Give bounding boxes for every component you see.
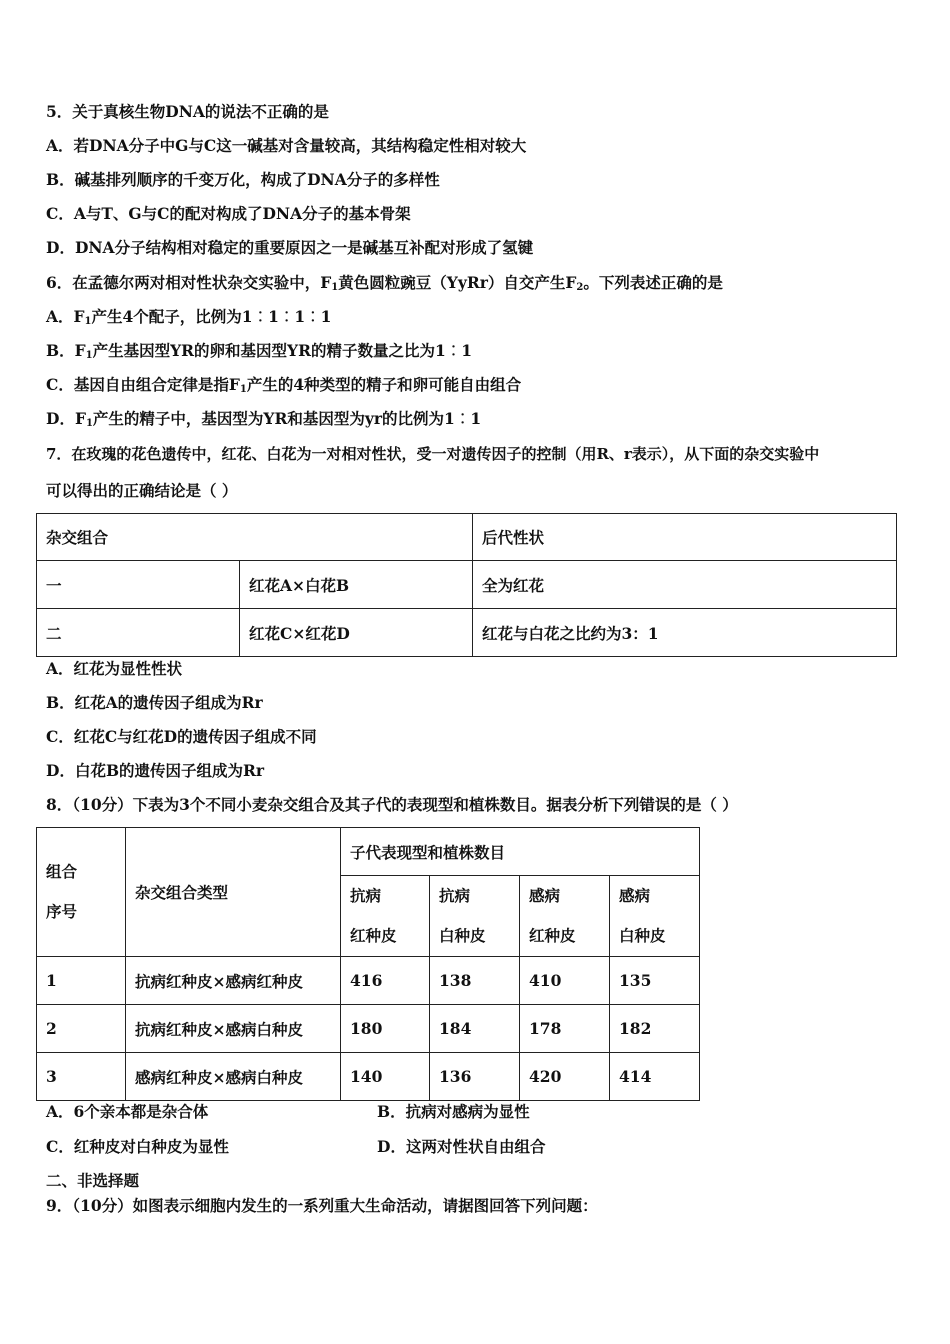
q5-option-d: D．DNA分子结构相对稳定的重要原因之一是碱基互补配对形成了氢键 (46, 238, 534, 257)
table-row (37, 1053, 700, 1101)
q6-option-a: A．$F_1$产生4个配子，比例为1︰1︰1︰1 (46, 307, 332, 327)
q8-option-d: D．这两对性状自由组合 (377, 1137, 546, 1156)
q5-option-a: A．若DNA分子中G与C这一碱基对含量较高，其结构稳定性相对较大 (46, 136, 527, 155)
q8-cell-value: 416 (341, 957, 430, 1005)
q8-cell-type: 抗病红种皮×感病白种皮 (126, 1005, 341, 1053)
q5-option-b: B．碱基排列顺序的千变万化，构成了DNA分子的多样性 (46, 170, 440, 189)
q7-table (36, 513, 897, 657)
q8-stem: 8．（10分）下表为3个不同小麦杂交组合及其子代的表现型和植株数目。据表分析下列错误的是（ ） (46, 795, 738, 814)
q7-cell-group: 一 (37, 561, 240, 609)
q8-subheader: 感病 红种皮 (520, 876, 610, 957)
table-row (37, 609, 897, 657)
q8-subheader: 感病 白种皮 (610, 876, 700, 957)
q7-header-offspring: 后代性状 (473, 514, 897, 561)
q5-stem: 5．关于真核生物DNA的说法不正确的是 (46, 102, 329, 121)
q8-header-group: 组合 序号 (37, 828, 126, 957)
q7-cell-cross: 红花C×红花D (240, 609, 473, 657)
q8-cell-value: 182 (610, 1005, 700, 1053)
q8-cell-value: 140 (341, 1053, 430, 1101)
q8-cell-type: 抗病红种皮×感病红种皮 (126, 957, 341, 1005)
q8-header-offspring: 子代表现型和植株数目 (341, 828, 700, 876)
q8-cell-id: 2 (37, 1005, 126, 1053)
q8-cell-value: 136 (430, 1053, 520, 1101)
q8-cell-value: 420 (520, 1053, 610, 1101)
q8-cell-type: 感病红种皮×感病白种皮 (126, 1053, 341, 1101)
q8-subheader: 抗病 红种皮 (341, 876, 430, 957)
q8-cell-value: 135 (610, 957, 700, 1005)
q8-cell-id: 3 (37, 1053, 126, 1101)
q8-cell-value: 178 (520, 1005, 610, 1053)
q8-cell-value: 138 (430, 957, 520, 1005)
q7-option-b: B．红花A的遗传因子组成为Rr (46, 693, 263, 712)
q8-cell-id: 1 (37, 957, 126, 1005)
q5-option-c: C．A与T、G与C的配对构成了DNA分子的基本骨架 (46, 204, 411, 223)
q6-option-b: B．$F_1$产生基因型YR的卵和基因型YR的精子数量之比为1︰1 (46, 341, 473, 361)
table-row (37, 561, 897, 609)
table-row (37, 1005, 700, 1053)
q8-option-c: C．红种皮对白种皮为显性 (46, 1137, 229, 1156)
q6-stem: 6．在孟德尔两对相对性状杂交实验中，$F_1$黄色圆粒豌豆（YyRr）自交产生$F_2$。下列表述正确的是 (46, 273, 723, 293)
q9-stem: 9．（10分）如图表示细胞内发生的一系列重大生命活动，请据图回答下列问题： (46, 1196, 598, 1215)
q7-option-c: C．红花C与红花D的遗传因子组成不同 (46, 727, 317, 746)
q6-option-d: D．$F_1$产生的精子中，基因型为YR和基因型为yr的比例为1︰1 (46, 409, 482, 429)
q7-cell-offspring: 红花与白花之比约为3：1 (473, 609, 897, 657)
section-heading: 二、非选择题 (46, 1171, 140, 1190)
q8-cell-value: 410 (520, 957, 610, 1005)
q8-option-a: A．6个亲本都是杂合体 (46, 1102, 209, 1121)
q8-option-b: B．抗病对感病为显性 (377, 1102, 530, 1121)
q8-cell-value: 414 (610, 1053, 700, 1101)
q8-header-type: 杂交组合类型 (126, 828, 341, 957)
q8-cell-value: 180 (341, 1005, 430, 1053)
q7-cell-cross: 红花A×白花B (240, 561, 473, 609)
q8-subheader: 抗病 白种皮 (430, 876, 520, 957)
q6-option-c: C．基因自由组合定律是指$F_1$产生的4种类型的精子和卵可能自由组合 (46, 375, 522, 395)
q7-option-d: D．白花B的遗传因子组成为Rr (46, 761, 265, 780)
q7-header-cross: 杂交组合 (37, 514, 473, 561)
q8-cell-value: 184 (430, 1005, 520, 1053)
q7-stem-line1: 7．在玫瑰的花色遗传中，红花、白花为一对相对性状，受一对遗传因子的控制（用R、r表示），从下面的杂交实验中 (46, 445, 820, 463)
table-row (37, 957, 700, 1005)
q7-stem-line2: 可以得出的正确结论是（ ） (46, 481, 238, 500)
q7-cell-group: 二 (37, 609, 240, 657)
q8-table (36, 827, 700, 1101)
q7-cell-offspring: 全为红花 (473, 561, 897, 609)
q7-option-a: A．红花为显性性状 (46, 659, 183, 678)
